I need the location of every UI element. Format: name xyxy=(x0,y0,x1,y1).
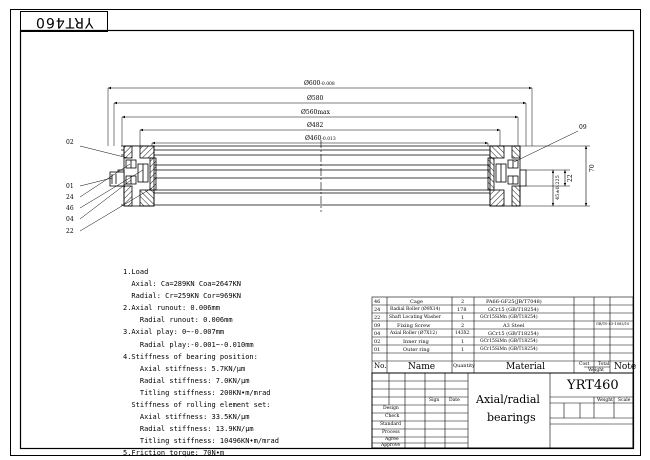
callout-04: 04 xyxy=(66,216,74,223)
note-line: Axial stiffness: 33.5KN/μm xyxy=(123,413,250,422)
note-line: Radial play:-0.001~-0.010mm xyxy=(123,340,254,349)
bom-header-no: No. xyxy=(374,362,387,370)
title-scale-label: Scale xyxy=(618,398,631,403)
bom-note-22: GB/T0-83-1083/10 xyxy=(596,322,630,326)
role-approve: Approve xyxy=(381,443,401,448)
bom-header-weight: Weight xyxy=(588,368,604,373)
title-model: YRT460 xyxy=(567,378,619,393)
bom-name-02: Inner ring xyxy=(403,339,429,345)
bom-name-01: Outer ring xyxy=(403,347,430,353)
bom-no-46: 46 xyxy=(374,299,381,305)
note-line: Titling stiffness: 10496KN•m/mrad xyxy=(123,437,279,446)
role-design: Design xyxy=(383,406,399,411)
role-standard: Standard xyxy=(380,422,402,427)
callout-46: 46 xyxy=(66,205,74,212)
role-agree: Agree xyxy=(385,437,399,442)
drawing-code-text: YRT460 xyxy=(34,13,94,30)
dim-580: Ø580 xyxy=(307,95,324,102)
title-line2: bearings xyxy=(487,411,536,424)
bom-name-04: Axial Roller (Ø7X12) xyxy=(390,331,437,336)
note-line: Titling stiffness: 200KN•m/mrad xyxy=(123,388,271,397)
bom-mat-46: PA66-GF25(JB/T7048) xyxy=(486,299,542,305)
note-line: Stiffness of rolling element set: xyxy=(123,401,271,410)
bom-qty-01: 1 xyxy=(461,347,465,353)
bearing-section xyxy=(80,88,590,231)
bom-no-04: 04 xyxy=(374,331,381,337)
bom-no-22: 22 xyxy=(374,315,381,321)
bom-no-09: 09 xyxy=(374,323,381,329)
bom-name-24: Radial Roller (Ø9X14) xyxy=(390,307,441,312)
bom-header-material: Material xyxy=(506,362,545,372)
note-line: 2.Axial runout: 0.006mm xyxy=(123,304,220,313)
callout-01: 01 xyxy=(66,183,74,190)
bom-qty-04: 143X2 xyxy=(455,331,470,336)
role-check: Check xyxy=(385,414,400,419)
role-process: Process xyxy=(382,430,400,435)
dim-482: Ø482 xyxy=(307,122,324,129)
bom-header-total: Total xyxy=(598,362,610,367)
bom-no-24: 24 xyxy=(374,307,381,313)
note-line: Axial: Ca=289KN Coa=2647KN xyxy=(123,280,242,289)
title-weight-label: Weight xyxy=(597,398,613,403)
title-sign-label: Sign xyxy=(429,398,440,403)
bom-mat-22: GCr15SiMn (GB/T18254) xyxy=(480,315,538,320)
bom-qty-09: 2 xyxy=(461,323,465,329)
bom-qty-24: 178 xyxy=(457,307,467,313)
note-line: 1.Load xyxy=(123,268,149,276)
dim-560: Ø560max xyxy=(301,109,331,116)
note-line: 3.Axial play: 0~-0.007mm xyxy=(123,328,225,337)
bom-name-46: Cage xyxy=(410,299,423,305)
bom-no-02: 02 xyxy=(374,339,381,345)
bom-mat-01: GCr15SiMn (GB/T18254) xyxy=(480,347,538,352)
bom-header-name: Name xyxy=(408,362,436,372)
note-line: 4.Stiffness of bearing position: xyxy=(123,352,258,361)
bom-mat-02: GCr15SiMn (GB/T18254) xyxy=(480,339,538,344)
bom-mat-24: GCr15 (GB/T18254) xyxy=(488,307,539,313)
dim-460: Ø460-0.013 xyxy=(305,135,336,142)
note-line: Radial: Cr=259KN Cor=969KN xyxy=(123,292,242,301)
dim-22: 22 xyxy=(567,174,574,182)
bom-no-01: 01 xyxy=(374,347,381,353)
dim-45: 45±0.225 xyxy=(555,175,561,200)
bom-qty-46: 2 xyxy=(461,299,465,305)
bom-name-09: Fixing Screw xyxy=(397,323,431,329)
bom-mat-04: GCr15 (GB/T18254) xyxy=(488,331,539,337)
bom-qty-02: 1 xyxy=(461,339,465,345)
note-line: Radial stiffness: 13.9KN/μm xyxy=(123,425,254,434)
dim-70: 70 xyxy=(589,164,596,172)
bom-header-note: Note xyxy=(614,362,637,372)
title-line1: Axial/radial xyxy=(476,393,540,406)
callout-02: 02 xyxy=(66,139,74,146)
note-line: Radial runout: 0.006mm xyxy=(123,316,233,325)
inner-frame xyxy=(21,31,637,449)
callout-24: 24 xyxy=(66,194,74,201)
bom-mat-09: A3 Steel xyxy=(503,323,525,329)
note-line: Radial stiffness: 7.0KN/μm xyxy=(123,376,250,385)
technical-notes xyxy=(123,266,279,460)
callout-09: 09 xyxy=(579,124,587,131)
bom-header-qty: Quantity xyxy=(453,363,475,369)
note-line: 5.Friction torque: 70N•m xyxy=(123,449,225,458)
note-line: Axial stiffness: 5.7KN/μm xyxy=(123,364,246,373)
bom-qty-22: 1 xyxy=(461,315,465,321)
callout-22: 22 xyxy=(66,228,74,235)
title-date-label: Date xyxy=(449,398,460,403)
outer-frame xyxy=(11,10,641,456)
dim-600: Ø600-0.008 xyxy=(304,80,335,87)
bom-name-22: Shaft Locating Washer xyxy=(389,315,441,320)
bom-header-cost: Cost xyxy=(579,362,590,367)
